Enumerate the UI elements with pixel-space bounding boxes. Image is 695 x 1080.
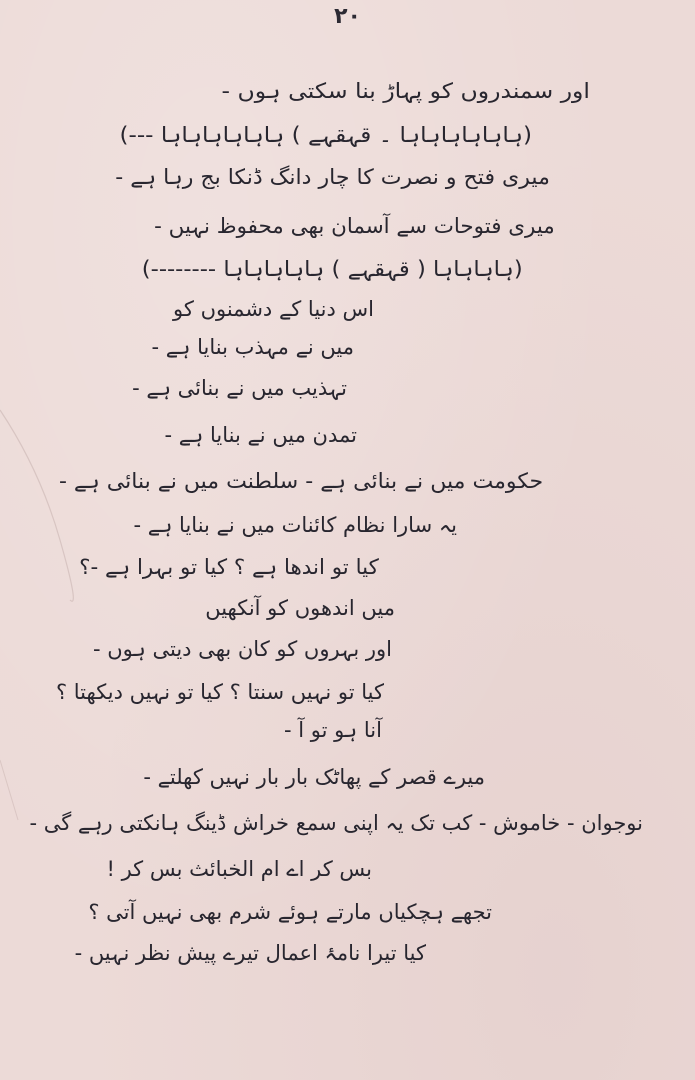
text-line-19: بس کر اے ام الخبائث بس کر ! [106,857,372,881]
text-line-2: (ہاہاہاہاہاہا ۔ قہقہے ) ہاہاہاہاہاہا ---) [119,123,532,147]
text-line-13: میں اندھوں کو آنکھیں [205,596,395,620]
page-number: ۲۰ [334,4,361,29]
text-line-1: اور سمندروں کو پہاڑ بنا سکتی ہوں - [221,79,590,103]
text-line-20: تجھے ہچکیاں مارتے ہوئے شرم بھی نہیں آتی ؟ [88,900,492,924]
text-line-9: تمدن میں نے بنایا ہے - [164,423,357,447]
text-line-5: (ہاہاہاہا ( قہقہے ) ہاہاہاہاہا --------) [142,257,523,281]
text-line-16: آنا ہو تو آ - [283,718,382,742]
text-line-3: میری فتح و نصرت کا چار دانگ ڈنکا بج رہا ہے - [115,165,550,189]
text-line-10: حکومت میں نے بنائی ہے - سلطنت میں نے بنائی ہے - [58,469,543,493]
text-line-15: کیا تو نہیں سنتا ؟ کیا تو نہیں دیکھتا ؟ [55,680,384,704]
text-line-11: یہ سارا نظام کائنات میں نے بنایا ہے - [133,513,457,537]
text-line-4: میری فتوحات سے آسمان بھی محفوظ نہیں - [154,214,555,238]
text-line-7: میں نے مہذب بنایا ہے - [151,335,354,359]
text-line-12: کیا تو اندھا ہے ؟ کیا تو بہرا ہے -؟ [79,555,379,579]
text-line-8: تہذیب میں نے بنائی ہے - [132,376,347,400]
text-line-17: میرے قصر کے پھاٹک بار بار نہیں کھلتے - [143,765,485,789]
text-line-21: کیا تیرا نامۂ اعمال تیرے پیش نظر نہیں - [74,941,426,965]
text-line-18: نوجوان - خاموش - کب تک یہ اپنی سمع خراش ڈینگ ہانکتی رہے گی - [29,811,643,835]
text-line-14: اور بہروں کو کان بھی دیتی ہوں - [92,637,392,661]
text-line-6: اس دنیا کے دشمنوں کو [173,297,374,321]
